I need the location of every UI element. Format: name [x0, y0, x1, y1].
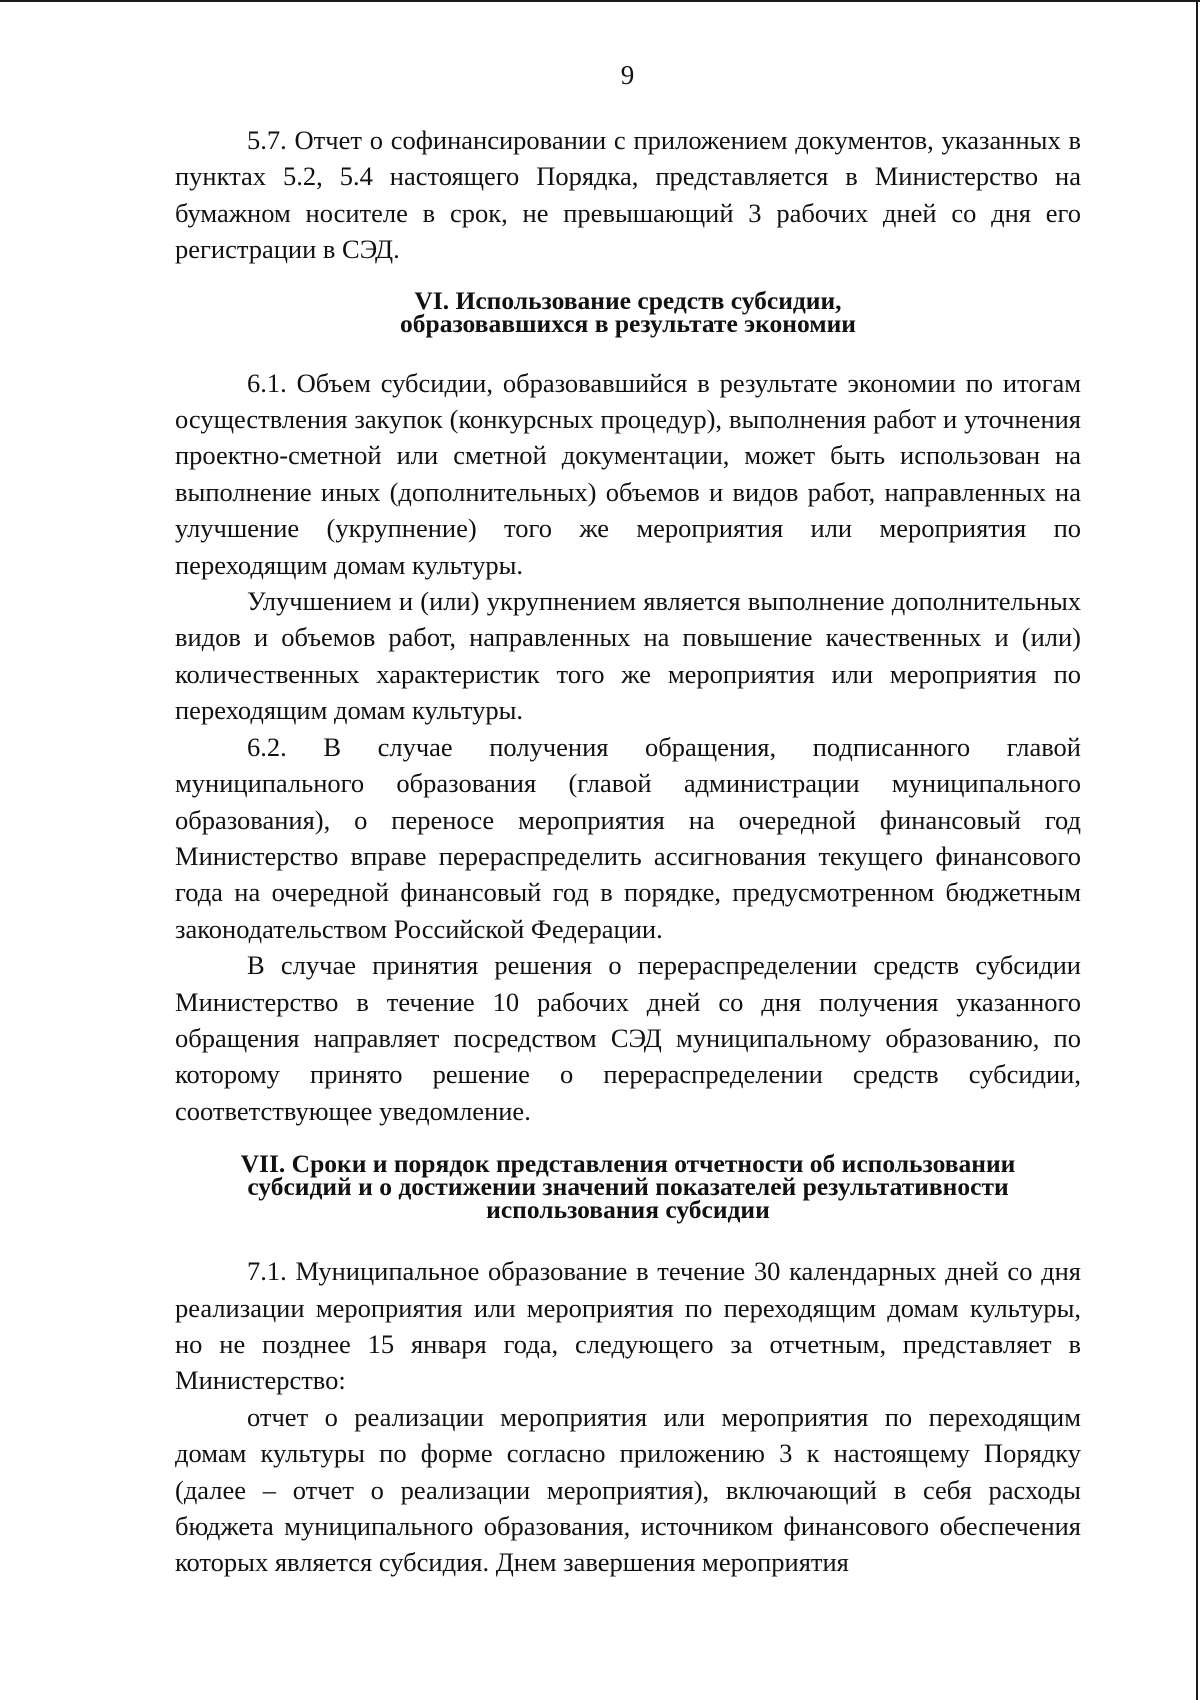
- paragraph-7-1: 7.1. Муниципальное образование в течение 30 календарных дней со дня реализации мероприятия или мероприятия по переходящим домам культуры, но не позднее 15 января года, следующего за отчетным, представляет в Министерство:: [175, 1256, 1081, 1396]
- section-6-heading-line-2: образовавшихся в результате экономии: [400, 308, 856, 338]
- paragraph-6-2: 6.2. В случае получения обращения, подписанного главой муниципального образования (главой администрации муниципального образования), о переносе мероприятия на очередной финансовый год Министерство вправе перераспределить ассигнования текущего финансового года на очередной финансовый год в порядке, предусмотренном бюджетным законодательством Российской Федерации.: [175, 731, 1081, 944]
- document-body: [175, 122, 1081, 1581]
- section-7-heading: [175, 1149, 1081, 1225]
- section-7-heading-line-3: использования субсидии: [486, 1195, 770, 1225]
- paragraph-6-1: 6.1. Объем субсидии, образовавшийся в результате экономии по итогам осуществления закупок (конкурсных процедур), выполнения работ и уточнения проектно-сметной или сметной документации, может быть использован на выполнение иных (дополнительных) объемов и видов работ, направленных на улучшение (укрупнение) того же мероприятия или мероприятия по переходящим домам культуры.: [175, 367, 1081, 580]
- section-6-heading: [175, 285, 1081, 338]
- page-right-edge: [1196, 0, 1198, 1700]
- paragraph-7-1-report: отчет о реализации мероприятия или мероприятия по переходящим домам культуры по форме согласно приложению 3 к настоящему Порядку (далее – отчет о реализации мероприятия), включающий в себя расходы бюджета муниципального образования, источником финансового обеспечения которых является субсидия. Днем завершения мероприятия: [175, 1401, 1081, 1578]
- page-number: 9: [620, 60, 635, 90]
- section-7-heading-line-2: субсидий и о достижении значений показателей результативности: [247, 1172, 1009, 1202]
- page-top-edge: [0, 0, 1200, 2]
- paragraph-6-1-improvement: Улучшением и (или) укрупнением является выполнение дополнительных видов и объемов работ, направленных на повышение качественных и (или) количественных характеристик того же мероприятия или мероприятия по переходящим домам культуры.: [175, 586, 1081, 726]
- paragraph-6-2-redistribution: В случае принятия решения о перераспределении средств субсидии Министерство в течение 10 рабочих дней со дня получения указанного обращения направляет посредством СЭД муниципальному образованию, по которому принято решение о перераспределении средств субсидии, соответствующее уведомление.: [175, 950, 1081, 1126]
- section-7-heading-line-1: VII. Сроки и порядок представления отчетности об использовании: [240, 1149, 1016, 1179]
- paragraph-5-7: 5.7. Отчет о софинансировании с приложением документов, указанных в пунктах 5.2, 5.4 настоящего Порядка, представляется в Министерство на бумажном носителе в срок, не превышающий 3 рабочих дней со дня его регистрации в СЭД.: [175, 125, 1081, 265]
- section-6-heading-line-1: VI. Использование средств субсидии,: [414, 285, 842, 315]
